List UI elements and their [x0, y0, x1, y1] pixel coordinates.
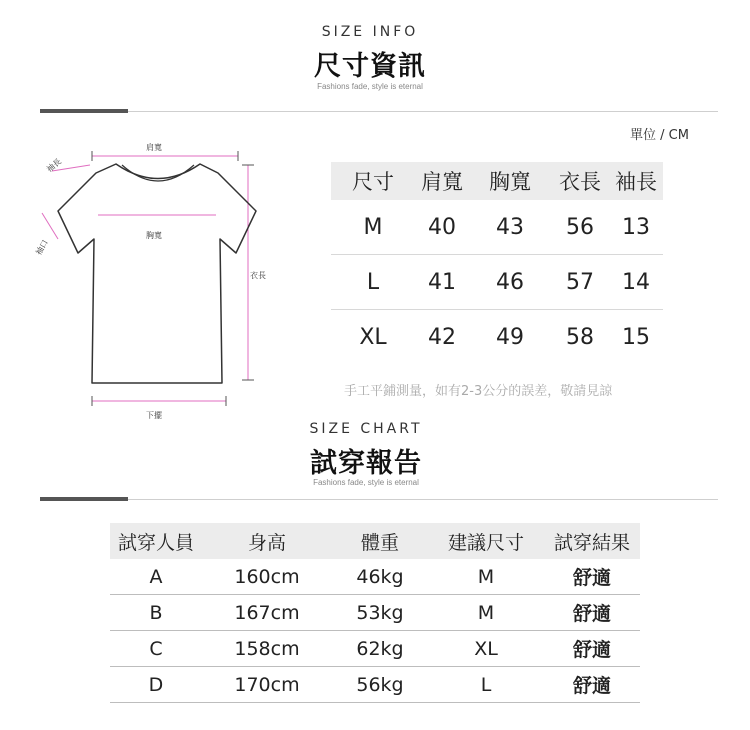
- divider-accent: [40, 109, 128, 113]
- size-table-header: [331, 162, 663, 200]
- size-cell: 57: [551, 255, 609, 310]
- size-cell: 58: [566, 324, 594, 350]
- table-row: [110, 595, 640, 631]
- size-cell: 41: [415, 255, 469, 310]
- try-cell: 170cm: [202, 667, 332, 703]
- try-cell: 160cm: [202, 559, 332, 595]
- table-row: [110, 631, 640, 667]
- unit-label: 單位 / CM: [630, 128, 689, 143]
- size-cell: 49: [496, 324, 524, 350]
- size-header-cell: 衣長: [551, 162, 609, 200]
- try-header-cell: 試穿結果: [544, 523, 640, 559]
- try-cell: B: [110, 595, 202, 631]
- size-cell: 14: [609, 255, 663, 310]
- try-result-cell: 舒適: [544, 631, 640, 667]
- try-result-cell: 舒適: [544, 667, 640, 703]
- table-row: [110, 559, 640, 595]
- try-cell: A: [110, 559, 202, 595]
- try-on-table: [110, 523, 640, 703]
- try-cell: M: [428, 559, 544, 595]
- try-header-cell: 建議尺寸: [428, 523, 544, 559]
- measure-note: 手工平鋪測量，如有2-3公分的誤差，敬請見諒: [344, 384, 613, 399]
- size-chart-zh-title: 試穿報告: [310, 448, 422, 479]
- try-cell: D: [110, 667, 202, 703]
- size-cell: 42: [428, 324, 456, 350]
- size-header-cell: 尺寸: [331, 162, 415, 200]
- size-header-cell: 肩寬: [415, 162, 469, 200]
- size-cell: 46: [469, 255, 551, 310]
- label-shoulder: 肩寬: [146, 143, 162, 152]
- try-header-cell: 身高: [202, 523, 332, 559]
- label-length: 衣長: [250, 271, 266, 280]
- table-row: [331, 255, 663, 310]
- label-sleeve-length: 袖長: [44, 156, 64, 175]
- try-cell: 62kg: [332, 631, 428, 667]
- size-chart-en-title: SIZE CHART: [309, 421, 423, 437]
- size-info-tagline: Fashions fade, style is eternal: [317, 82, 423, 91]
- size-cell: M: [331, 200, 415, 255]
- divider-line: [40, 499, 718, 500]
- try-cell: 56kg: [332, 667, 428, 703]
- size-header-cell: 胸寬: [469, 162, 551, 200]
- table-row: [110, 667, 640, 703]
- try-header-cell: 試穿人員: [110, 523, 202, 559]
- try-table-header: [110, 523, 640, 559]
- size-cell: 13: [609, 200, 663, 255]
- table-row: [331, 200, 663, 255]
- try-cell: 46kg: [332, 559, 428, 595]
- size-cell: 56: [551, 200, 609, 255]
- table-row: [331, 310, 663, 365]
- size-cell: L: [331, 255, 415, 310]
- try-cell: 158cm: [202, 631, 332, 667]
- try-result-cell: 舒適: [544, 559, 640, 595]
- try-cell: 53kg: [332, 595, 428, 631]
- size-info-zh-title: 尺寸資訊: [314, 51, 426, 82]
- size-cell: XL: [359, 324, 387, 350]
- size-chart-tagline: Fashions fade, style is eternal: [313, 478, 419, 487]
- try-result-cell: 舒適: [544, 595, 640, 631]
- size-info-en-title: SIZE INFO: [321, 24, 419, 40]
- try-header-cell: 體重: [332, 523, 428, 559]
- size-header-cell: 袖長: [609, 162, 663, 200]
- divider-accent: [40, 497, 128, 501]
- try-cell: XL: [428, 631, 544, 667]
- try-cell: M: [428, 595, 544, 631]
- divider-line: [40, 111, 718, 112]
- size-table: [331, 162, 663, 364]
- try-cell: C: [110, 631, 202, 667]
- size-cell: 43: [469, 200, 551, 255]
- label-hem: 下擺: [146, 411, 162, 420]
- label-chest: 胸寬: [146, 231, 162, 240]
- label-cuff: 袖口: [34, 238, 50, 257]
- try-cell: 167cm: [202, 595, 332, 631]
- size-cell: 40: [415, 200, 469, 255]
- size-cell: 15: [622, 324, 650, 350]
- try-cell: L: [428, 667, 544, 703]
